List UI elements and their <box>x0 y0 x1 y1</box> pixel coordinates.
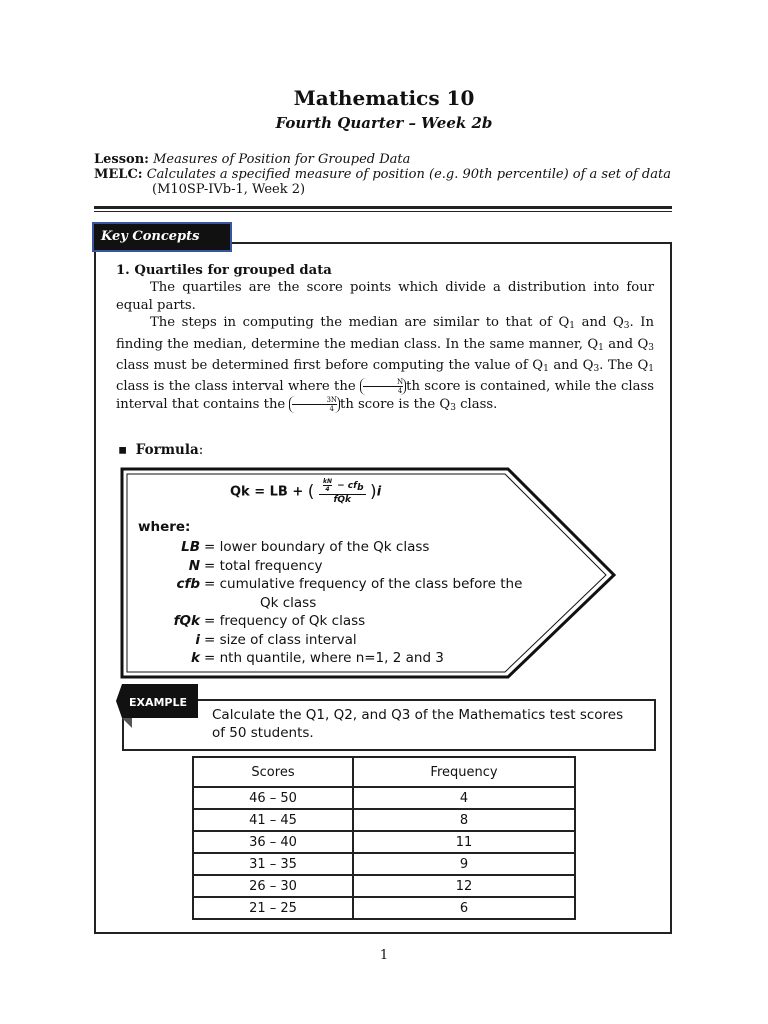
definition-row: k = nth quantile, where n=1, 2 and 3 <box>191 650 444 666</box>
key-concepts-body <box>116 262 654 417</box>
definition-row: fQk = frequency of Qk class <box>173 613 366 629</box>
svg-text:EXAMPLE: EXAMPLE <box>128 696 188 709</box>
definition-row: Qk class <box>260 594 317 611</box>
header-divider-thick <box>94 206 672 209</box>
lesson-line <box>94 152 694 167</box>
where-label: where: <box>138 519 191 535</box>
bullet-icon: ▪ <box>118 442 128 458</box>
section-heading: 1. Quartiles for grouped data <box>116 263 332 278</box>
scores-frequency-table <box>192 756 576 920</box>
melc-line <box>94 167 694 182</box>
page-title: Mathematics 10 <box>293 86 475 110</box>
lesson-meta <box>94 152 694 197</box>
paragraph-2: The steps in computing the median are similar to that of $Q_1$ and $Q_3$. In finding the median, determine the median class. In the same manner, $Q_1$ and $Q_3$ class must be determined first before computing the value of $Q_1$ and $Q_3$. The $Q_1$ class is the class interval where the $\frac{N}{4}$ th score is contained, while the class interval that contains the $\frac{3N}{4}$ th score is the $Q_3$ class. <box>116 315 655 413</box>
key-concepts-tab: Key Concepts <box>92 222 232 252</box>
table-row: 31 – 35 9 <box>193 853 575 875</box>
header-divider-thin <box>94 211 672 212</box>
fraction-n-over-4: $\frac{N}{4}$ <box>360 378 406 395</box>
melc-label: MELC: <box>94 167 143 182</box>
page-subtitle: Fourth Quarter – Week 2b <box>275 114 493 132</box>
lesson-label: Lesson: <box>94 152 149 167</box>
page-number: 1 <box>379 948 389 963</box>
melc-code: (M10SP-IVb-1, Week 2) <box>152 182 306 197</box>
paragraph-1: The quartiles are the score points which divide a distribution into four equal parts. <box>116 280 654 313</box>
table-row: 36 – 40 11 <box>193 831 575 853</box>
fraction-3n-over-4: $\frac{3N}{4}$ <box>289 396 340 413</box>
table-header-row <box>193 757 575 787</box>
definition-row: LB = lower boundary of the Qk class <box>181 539 430 555</box>
definition-row: N = total frequency <box>188 557 323 574</box>
example-badge <box>116 684 198 730</box>
quartile-formula: Qk = LB + ( $\frac{kN}{4}$ − $cf_b$ fQk )i <box>230 478 382 505</box>
formula-definitions <box>160 538 620 668</box>
table-row: 46 – 50 4 <box>193 787 575 809</box>
table-row: 41 – 45 8 <box>193 809 575 831</box>
example-text: Calculate the Q1, Q2, and Q3 of the Mathematics test scores of 50 students. <box>212 707 624 741</box>
melc-value: Calculates a specified measure of position (e.g. 90th percentile) of a set of data <box>146 167 671 182</box>
lesson-value: Measures of Position for Grouped Data <box>153 152 411 167</box>
table-row: 21 – 25 6 <box>193 897 575 919</box>
table-row: 26 – 30 12 <box>193 875 575 897</box>
definition-row: cfb = cumulative frequency of the class before the <box>176 576 523 592</box>
column-header: Scores <box>193 757 353 787</box>
formula-heading: ▪ Formula: <box>118 442 204 458</box>
column-header: Frequency <box>353 757 575 787</box>
definition-row: i = size of class interval <box>195 631 357 648</box>
